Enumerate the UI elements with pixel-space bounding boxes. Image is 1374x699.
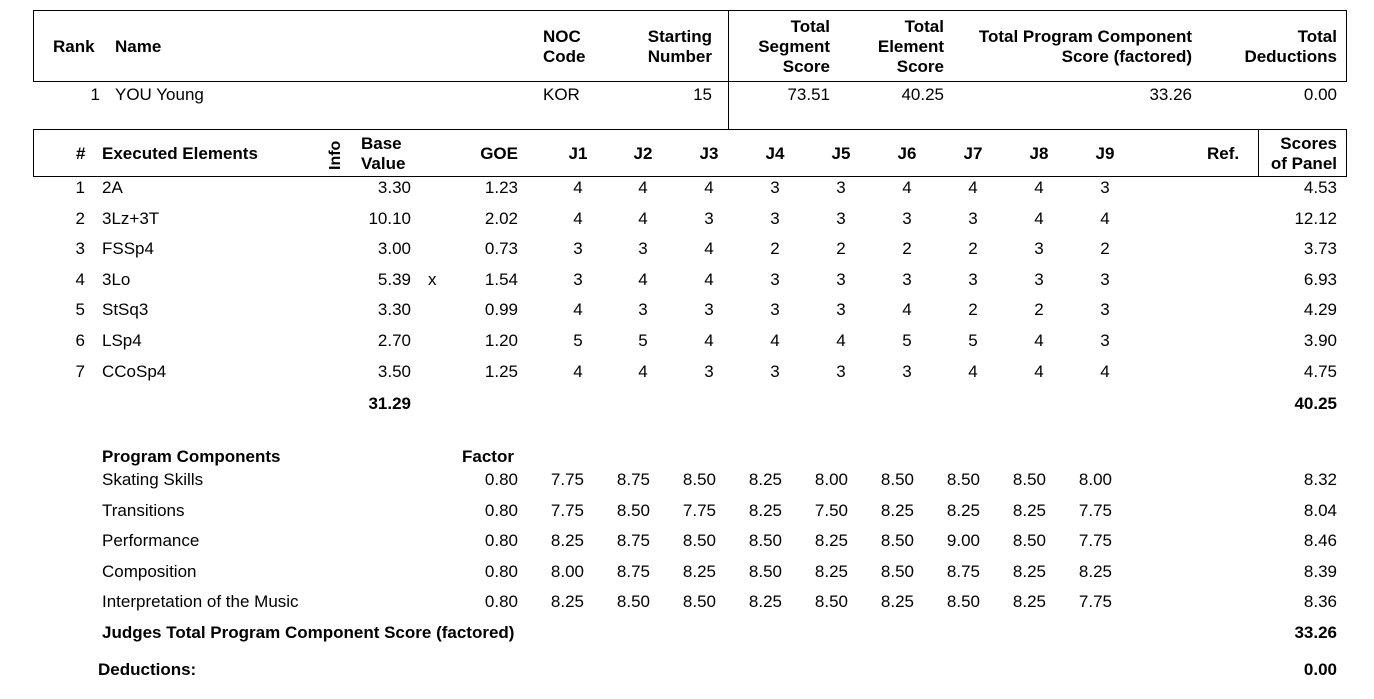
element-judge-score: 3	[1100, 331, 1110, 350]
element-base-value: 3.00	[377, 239, 411, 259]
element-judge-score: 4	[1100, 361, 1110, 381]
component-name: Performance	[102, 531, 200, 551]
judge-header-1: J1	[568, 144, 588, 163]
element-num: 5	[75, 300, 85, 320]
element-judge-score: 3	[1100, 269, 1110, 289]
element-judge-score: 4	[704, 239, 714, 259]
element-judge-score: 4	[1034, 208, 1044, 228]
element-judge-score: 3	[836, 361, 846, 381]
component-judge-score: 8.00	[814, 470, 848, 489]
element-judge-score: 4	[1034, 178, 1044, 197]
element-judge-score: 2	[770, 239, 780, 259]
component-judge-score: 8.25	[682, 561, 716, 581]
component-judge-score: 7.75	[1078, 592, 1112, 612]
component-judge-score: 8.50	[748, 531, 782, 551]
element-num: 7	[75, 361, 85, 381]
component-factor: 0.80	[484, 470, 518, 489]
element-judge-score: 3	[902, 361, 912, 381]
element-goe: 2.02	[484, 208, 518, 228]
element-panel-score: 4.29	[1303, 300, 1337, 320]
element-judge-score: 4	[968, 361, 978, 381]
component-judge-score: 8.25	[748, 592, 782, 612]
element-judge-score: 4	[1034, 361, 1044, 381]
element-panel-score: 4.53	[1303, 178, 1337, 197]
element-judge-score: 3	[573, 239, 583, 259]
skater-rank: 1	[90, 85, 100, 104]
component-judge-score: 8.25	[748, 470, 782, 489]
element-judge-score: 3	[1100, 178, 1110, 197]
component-judge-score: 7.75	[1078, 500, 1112, 520]
component-judge-score: 8.50	[880, 531, 914, 551]
scores-of-panel-header: Scores of Panel	[1270, 134, 1337, 173]
component-judge-score: 8.25	[1012, 561, 1046, 581]
element-judge-score: 3	[638, 239, 648, 259]
element-judge-score: 3	[704, 300, 714, 320]
component-judge-score: 8.50	[682, 592, 716, 612]
header-box-right	[1346, 10, 1347, 82]
total-segment-score-header: Total Segment Score	[758, 17, 830, 76]
element-name: StSq3	[102, 300, 149, 320]
element-judge-score: 3	[1100, 300, 1110, 320]
total-pcs-header: Total Program Component Score (factored)	[978, 27, 1192, 66]
component-judge-score: 7.75	[1078, 531, 1112, 551]
element-judge-score: 3	[770, 300, 780, 320]
element-panel-score: 12.12	[1294, 208, 1337, 228]
element-judge-score: 4	[902, 178, 912, 197]
component-judge-score: 8.25	[880, 500, 914, 520]
component-judge-score: 8.50	[1012, 470, 1046, 489]
element-judge-score: 4	[638, 178, 648, 197]
element-judge-score: 3	[704, 208, 714, 228]
element-judge-score: 3	[836, 269, 846, 289]
elements-box-bottom	[33, 176, 1347, 177]
component-factor: 0.80	[484, 500, 518, 520]
starting-number-header: Starting Number	[647, 27, 712, 66]
deductions-label: Deductions:	[98, 660, 197, 679]
element-judge-score: 4	[968, 178, 978, 197]
element-num: 2	[75, 208, 85, 228]
skater-start-number: 15	[693, 85, 712, 104]
element-name: 3Lo	[102, 269, 131, 289]
component-judge-score: 9.00	[946, 531, 980, 551]
component-judge-score: 8.50	[616, 500, 650, 520]
element-judge-score: 2	[968, 239, 978, 259]
skater-pcs-score: 33.26	[1149, 85, 1192, 104]
component-judge-score: 8.50	[682, 531, 716, 551]
judge-header-3: J3	[699, 144, 719, 163]
component-judge-score: 8.75	[616, 470, 650, 489]
judges-total-pcs-label: Judges Total Program Component Score (factored)	[102, 623, 515, 642]
element-judge-score: 4	[573, 208, 583, 228]
element-judge-score: 3	[704, 361, 714, 381]
judge-header-7: J7	[963, 144, 983, 163]
component-panel-score: 8.46	[1303, 531, 1337, 551]
element-judge-score: 3	[836, 300, 846, 320]
component-judge-score: 8.50	[1012, 531, 1046, 551]
element-judge-score: 4	[704, 178, 714, 197]
component-judge-score: 8.75	[946, 561, 980, 581]
component-judge-score: 8.25	[748, 500, 782, 520]
skater-name: YOU Young	[115, 85, 204, 104]
element-judge-score: 4	[704, 269, 714, 289]
info-header: Info	[327, 140, 344, 170]
element-goe: 1.20	[484, 331, 518, 350]
element-judge-score: 3	[836, 208, 846, 228]
component-name: Transitions	[102, 500, 185, 520]
header-box-top	[33, 10, 1347, 11]
element-judge-score: 2	[836, 239, 846, 259]
element-panel-score: 4.75	[1303, 361, 1337, 381]
component-factor: 0.80	[484, 531, 518, 551]
total-deductions-header: Total Deductions	[1244, 27, 1337, 66]
element-judge-score: 3	[1034, 269, 1044, 289]
element-goe: 1.54	[484, 269, 518, 289]
segment-divider	[728, 10, 729, 129]
component-judge-score: 8.50	[946, 470, 980, 489]
element-judge-score: 5	[573, 331, 583, 350]
element-name: CCoSp4	[102, 361, 167, 381]
element-judge-score: 3	[1034, 239, 1044, 259]
total-element-score-header: Total Element Score	[877, 17, 944, 76]
element-judge-score: 3	[573, 269, 583, 289]
component-judge-score: 8.25	[550, 531, 584, 551]
judge-header-5: J5	[831, 144, 851, 163]
program-components-title: Program Components	[102, 447, 281, 466]
goe-header: GOE	[480, 144, 518, 163]
element-judge-score: 2	[968, 300, 978, 320]
component-judge-score: 7.75	[550, 500, 584, 520]
component-judge-score: 8.25	[1012, 500, 1046, 520]
component-name: Interpretation of the Music	[102, 592, 299, 612]
element-judge-score: 4	[638, 361, 648, 381]
element-judge-score: 3	[770, 208, 780, 228]
element-judge-score: 4	[573, 361, 583, 381]
component-factor: 0.80	[484, 592, 518, 612]
element-judge-score: 3	[968, 269, 978, 289]
element-judge-score: 4	[1100, 208, 1110, 228]
component-factor: 0.80	[484, 561, 518, 581]
element-judge-score: 2	[1034, 300, 1044, 320]
element-judge-score: 3	[968, 208, 978, 228]
element-goe: 1.23	[484, 178, 518, 197]
element-base-value: 3.50	[377, 361, 411, 381]
element-name: 3Lz+3T	[102, 208, 160, 228]
element-judge-score: 5	[638, 331, 648, 350]
element-judge-score: 4	[902, 300, 912, 320]
element-judge-score: 3	[770, 361, 780, 381]
component-judge-score: 8.50	[748, 561, 782, 581]
component-judge-score: 8.50	[682, 470, 716, 489]
element-num: 6	[75, 331, 85, 350]
name-header: Name	[115, 37, 162, 56]
element-judge-score: 4	[638, 269, 648, 289]
elements-box-top	[33, 129, 1347, 130]
element-panel-score: 6.93	[1303, 269, 1337, 289]
noc-code-header: NOC Code	[543, 27, 586, 66]
element-judge-score: 4	[704, 331, 714, 350]
elements-box-left	[33, 129, 34, 177]
element-num-header: #	[76, 144, 86, 163]
component-judge-score: 8.25	[946, 500, 980, 520]
element-base-value: 2.70	[377, 331, 411, 350]
component-panel-score: 8.36	[1303, 592, 1337, 612]
judge-header-9: J9	[1095, 144, 1115, 163]
element-judge-score: 3	[902, 269, 912, 289]
component-judge-score: 8.00	[550, 561, 584, 581]
elements-base-total: 31.29	[368, 394, 411, 413]
factor-header: Factor	[462, 447, 514, 466]
element-judge-score: 3	[770, 178, 780, 197]
judges-total-pcs-value: 33.26	[1294, 623, 1337, 642]
element-judge-score: 3	[836, 178, 846, 197]
ref-header: Ref.	[1207, 144, 1240, 163]
element-num: 3	[75, 239, 85, 259]
component-panel-score: 8.32	[1303, 470, 1337, 489]
component-judge-score: 8.75	[616, 531, 650, 551]
judge-header-6: J6	[897, 144, 917, 163]
component-judge-score: 8.50	[880, 561, 914, 581]
skater-segment-score: 73.51	[787, 85, 830, 104]
component-judge-score: 8.50	[616, 592, 650, 612]
header-box-bottom	[33, 81, 1347, 82]
elements-score-total: 40.25	[1294, 394, 1337, 413]
judge-header-8: J8	[1029, 144, 1049, 163]
element-judge-score: 3	[770, 269, 780, 289]
component-judge-score: 8.25	[1078, 561, 1112, 581]
rank-header: Rank	[53, 37, 95, 56]
component-judge-score: 7.50	[814, 500, 848, 520]
element-goe: 0.99	[484, 300, 518, 320]
element-panel-score: 3.90	[1303, 331, 1337, 350]
component-judge-score: 8.75	[616, 561, 650, 581]
element-panel-score: 3.73	[1303, 239, 1337, 259]
component-judge-score: 8.00	[1078, 470, 1112, 489]
component-name: Composition	[102, 561, 197, 581]
elements-box-right	[1346, 129, 1347, 177]
element-judge-score: 4	[638, 208, 648, 228]
element-judge-score: 4	[1034, 331, 1044, 350]
element-base-value: 3.30	[377, 300, 411, 320]
header-box-left	[33, 10, 34, 82]
element-judge-score: 5	[968, 331, 978, 350]
element-goe: 0.73	[484, 239, 518, 259]
element-judge-score: 3	[902, 208, 912, 228]
element-judge-score: 4	[573, 300, 583, 320]
element-num: 4	[75, 269, 85, 289]
element-name: LSp4	[102, 331, 142, 350]
element-base-value: 10.10	[368, 208, 411, 228]
element-judge-score: 5	[902, 331, 912, 350]
deductions-value: 0.00	[1303, 660, 1337, 679]
element-base-value: 3.30	[377, 178, 411, 197]
component-judge-score: 8.50	[880, 470, 914, 489]
element-judge-score: 4	[573, 178, 583, 197]
element-name: 2A	[102, 178, 123, 197]
component-judge-score: 8.25	[814, 531, 848, 551]
skater-element-score: 40.25	[901, 85, 944, 104]
element-base-value: 5.39	[377, 269, 411, 289]
element-judge-score: 4	[770, 331, 780, 350]
component-panel-score: 8.04	[1303, 500, 1337, 520]
judge-header-4: J4	[765, 144, 785, 163]
executed-elements-header: Executed Elements	[102, 144, 258, 163]
component-judge-score: 8.25	[880, 592, 914, 612]
skater-noc: KOR	[543, 85, 580, 104]
component-name: Skating Skills	[102, 470, 204, 489]
element-info: x	[428, 269, 437, 289]
judge-header-2: J2	[633, 144, 653, 163]
element-goe: 1.25	[484, 361, 518, 381]
skater-deductions: 0.00	[1303, 85, 1337, 104]
component-judge-score: 8.25	[814, 561, 848, 581]
element-name: FSSp4	[102, 239, 154, 259]
element-judge-score: 2	[1100, 239, 1110, 259]
component-judge-score: 8.50	[814, 592, 848, 612]
component-judge-score: 7.75	[550, 470, 584, 489]
element-num: 1	[75, 178, 85, 197]
element-judge-score: 2	[902, 239, 912, 259]
element-judge-score: 4	[836, 331, 846, 350]
component-judge-score: 8.25	[1012, 592, 1046, 612]
element-judge-score: 3	[638, 300, 648, 320]
component-judge-score: 8.50	[946, 592, 980, 612]
component-judge-score: 8.25	[550, 592, 584, 612]
component-panel-score: 8.39	[1303, 561, 1337, 581]
base-value-header: Base Value	[361, 134, 406, 173]
component-judge-score: 7.75	[682, 500, 716, 520]
